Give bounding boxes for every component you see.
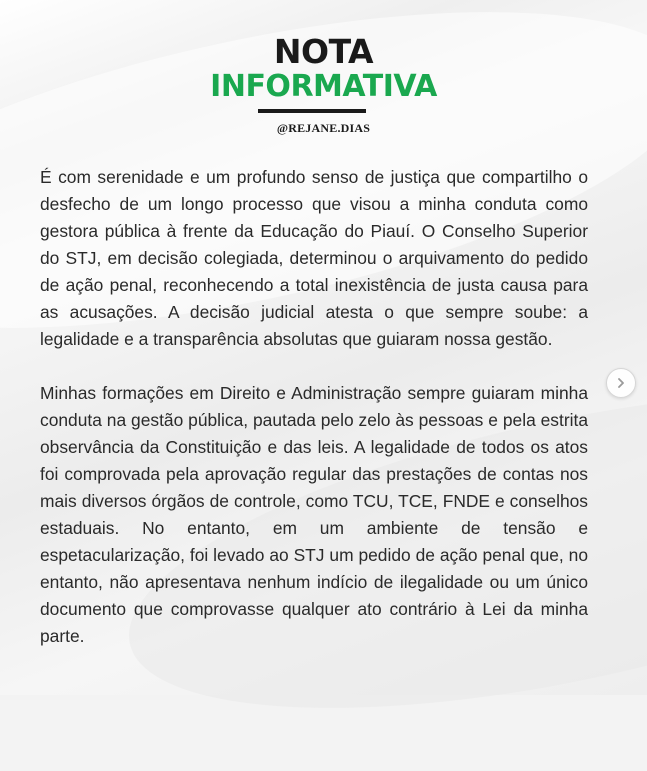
post-header xyxy=(0,34,647,104)
paragraph-1: É com serenidade e um profundo senso de justiça que compartilho o desfecho de um longo processo que visou a minha conduta como gestora pública à frente da Educação do Piauí. O Conselho Superior do STJ, em decisão colegiada, determinou o arquivamento do pedido de ação penal, reconhecendo a total inexistência de justa causa para as acusações. A decisão judicial atesta o que sempre soube: a legalidade e a transparência absolutas que guiaram nossa gestão. xyxy=(40,167,588,349)
next-slide-button[interactable] xyxy=(606,368,636,398)
post-body xyxy=(40,164,588,650)
title-divider xyxy=(258,109,366,113)
title-nota: NOTA xyxy=(273,32,374,71)
paragraph-2: Minhas formações em Direito e Administração sempre guiaram minha conduta na gestão pública, pautada pelo zelo às pessoas e pela estrita observância da Constituição e das leis. A legalidade de todos os atos foi comprovada pela aprovação regular das prestações de contas nos mais diversos órgãos de controle, como TCU, TCE, FNDE e conselhos estaduais. No entanto, em um ambiente de tensão e espetacularização, foi levado ao STJ um pedido de ação penal que, no entanto, não apresentava nenhum indício de ilegalidade ou um único documento que comprovasse qualquer ato contrário à Lei da minha parte. xyxy=(40,383,588,646)
chevron-right-icon xyxy=(615,377,627,389)
title-informativa: INFORMATIVA xyxy=(210,69,437,104)
author-handle: @REJANE.DIAS xyxy=(276,121,371,135)
